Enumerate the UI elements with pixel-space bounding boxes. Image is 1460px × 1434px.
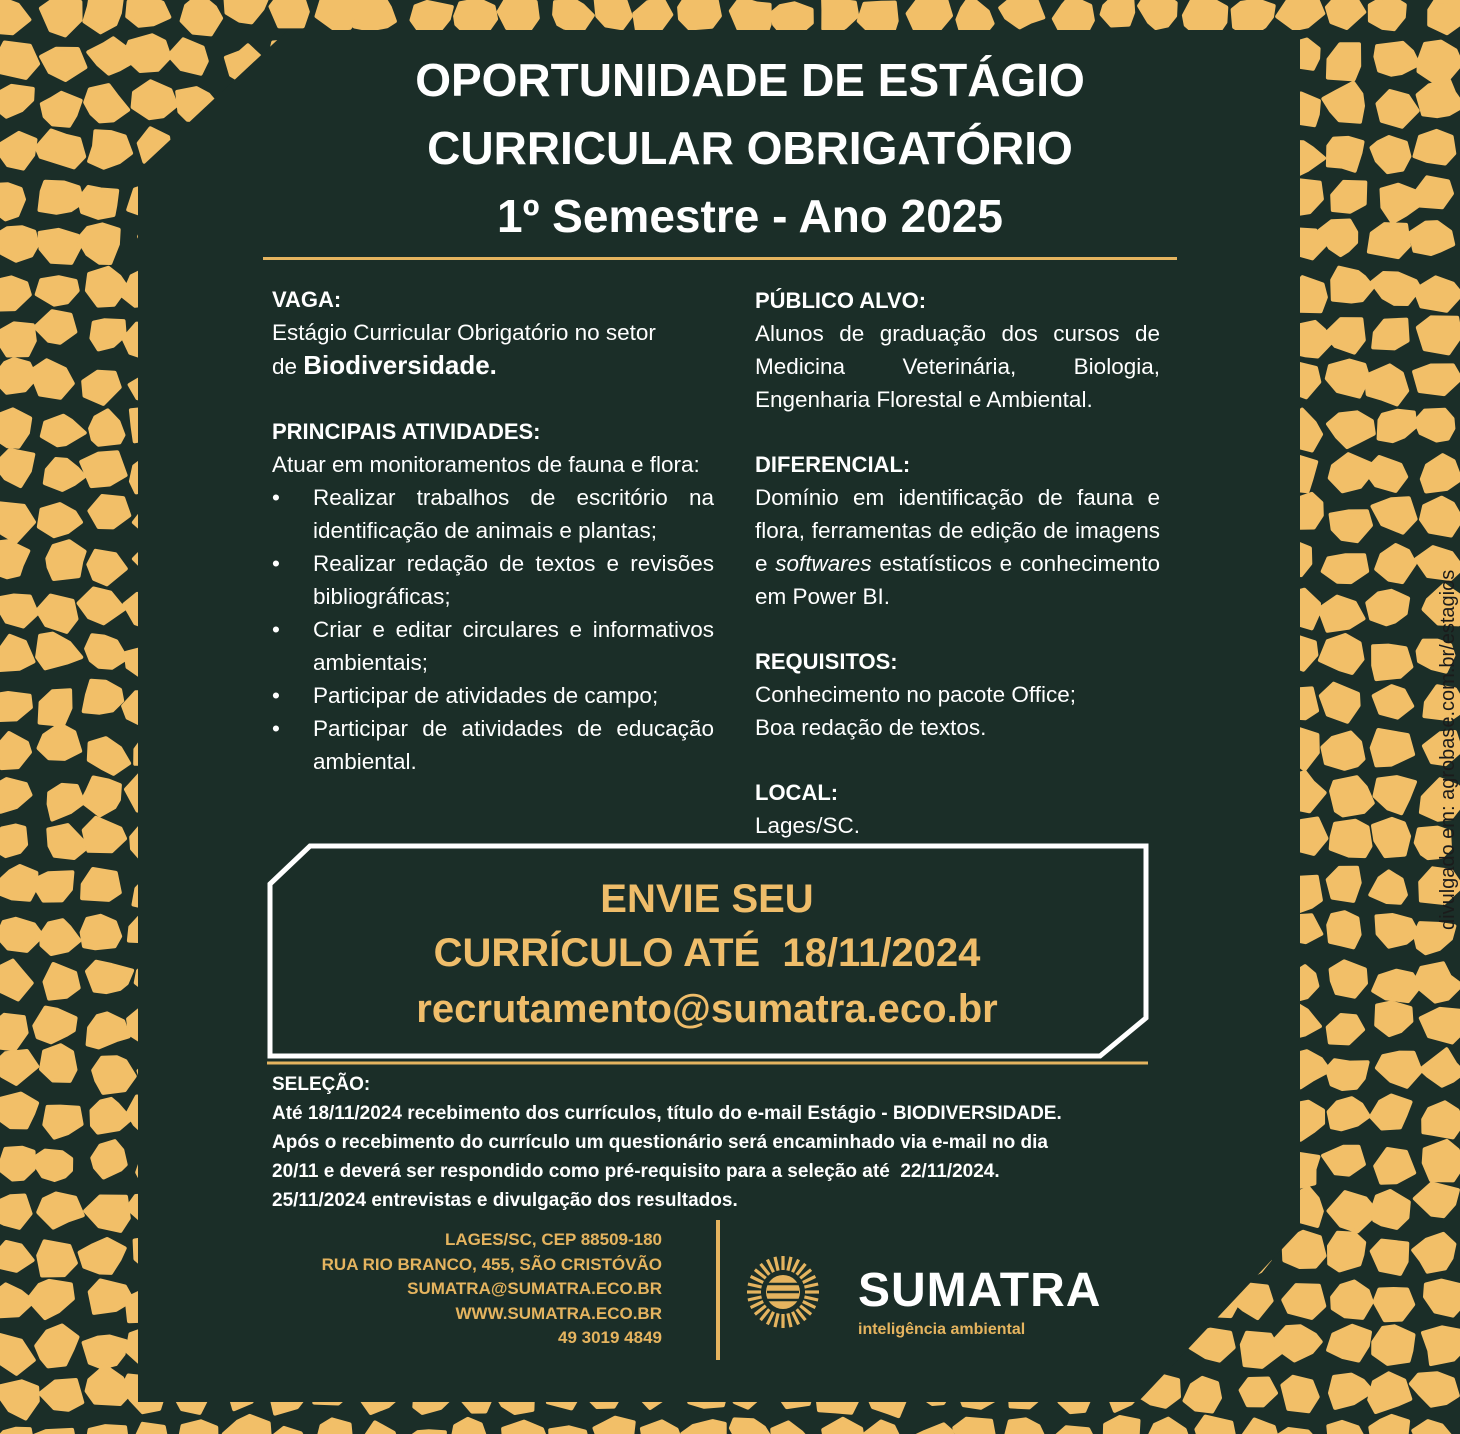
logo-ray bbox=[775, 1313, 778, 1327]
pattern-stone bbox=[595, 1418, 634, 1434]
pattern-stone bbox=[1277, 0, 1323, 29]
pattern-stone bbox=[40, 182, 83, 213]
pattern-stone bbox=[0, 277, 30, 309]
cta-line-1: ENVIE SEU bbox=[600, 877, 814, 921]
pattern-stone bbox=[41, 49, 85, 80]
pattern-stone bbox=[1327, 1060, 1368, 1089]
pattern-stone bbox=[37, 634, 81, 669]
source-watermark: divulgado em: agrobase.com.br/estagios bbox=[1437, 569, 1459, 930]
pattern-stone bbox=[1331, 821, 1371, 856]
pattern-stone bbox=[45, 459, 85, 490]
pattern-stone bbox=[1416, 410, 1454, 441]
pattern-stone bbox=[1328, 912, 1359, 947]
pattern-stone bbox=[89, 131, 131, 168]
pattern-stone bbox=[42, 416, 85, 446]
pattern-stone bbox=[0, 1335, 34, 1374]
pattern-stone bbox=[182, 0, 222, 34]
cta-email-link[interactable]: recrutamento@sumatra.eco.br bbox=[416, 987, 998, 1031]
pattern-stone bbox=[37, 277, 78, 304]
pattern-stone bbox=[908, 0, 951, 34]
contact-street: RUA RIO BRANCO, 455, SÃO CRISTÓVÃO bbox=[321, 1254, 662, 1274]
logo-ray bbox=[767, 1312, 773, 1325]
pattern-stone bbox=[88, 551, 126, 585]
pattern-stone bbox=[1373, 320, 1407, 349]
pattern-stone bbox=[1424, 1141, 1460, 1181]
pattern-stone bbox=[90, 410, 123, 444]
diferencial-heading: DIFERENCIAL: bbox=[755, 452, 911, 477]
pattern-stone bbox=[1378, 91, 1418, 127]
pattern-stone bbox=[1332, 268, 1373, 302]
atividades-heading: PRINCIPAIS ATIVIDADES: bbox=[272, 419, 541, 444]
pattern-stone bbox=[127, 0, 169, 26]
pattern-stone bbox=[1417, 963, 1460, 1001]
pattern-stone bbox=[915, 1424, 955, 1434]
pattern-stone bbox=[31, 360, 73, 398]
list-item: • Participar de atividades de campo; bbox=[272, 679, 714, 712]
pattern-stone bbox=[91, 320, 124, 349]
pattern-stone bbox=[1422, 455, 1460, 491]
pattern-stone bbox=[0, 636, 33, 670]
pattern-stone bbox=[41, 1045, 76, 1081]
publico-text: Alunos de graduação dos cursos de Medicina Veterinária, Biologia, Engenharia Florestal e Ambiental. bbox=[755, 321, 1160, 412]
pattern-stone bbox=[1423, 1327, 1460, 1364]
atividades-list bbox=[272, 481, 714, 778]
pattern-stone bbox=[32, 1151, 71, 1180]
pattern-stone bbox=[85, 1197, 129, 1231]
selecao-heading: SELEÇÃO: bbox=[272, 1074, 371, 1095]
pattern-stone bbox=[1418, 81, 1460, 117]
pattern-stone bbox=[0, 323, 35, 355]
atividades-intro: Atuar em monitoramentos de fauna e flora: bbox=[272, 452, 700, 477]
pattern-stone bbox=[1369, 1373, 1410, 1412]
pattern-stone bbox=[0, 133, 35, 169]
pattern-stone bbox=[86, 1426, 127, 1434]
contact-phone: 49 3019 4849 bbox=[558, 1328, 662, 1347]
pattern-stone bbox=[1331, 961, 1366, 996]
pattern-stone bbox=[1377, 1053, 1421, 1087]
pattern-stone bbox=[84, 818, 125, 852]
pattern-stone bbox=[1325, 319, 1364, 353]
pattern-stone bbox=[1373, 498, 1416, 532]
logo-ray bbox=[803, 1302, 816, 1308]
logo-ray bbox=[788, 1257, 791, 1271]
pattern-stone bbox=[1379, 411, 1416, 441]
pattern-stone bbox=[0, 826, 26, 857]
publico-heading: PÚBLICO ALVO: bbox=[755, 288, 927, 313]
pattern-stone bbox=[642, 1421, 682, 1434]
pattern-stone bbox=[40, 1380, 82, 1410]
logo-ray bbox=[748, 1297, 762, 1300]
pattern-stone bbox=[1410, 222, 1453, 254]
pattern-stone bbox=[0, 1429, 33, 1434]
pattern-stone bbox=[1366, 457, 1407, 491]
pattern-stone bbox=[1376, 545, 1415, 582]
pattern-stone bbox=[135, 1424, 168, 1434]
pattern-stone bbox=[28, 1281, 73, 1318]
pattern-stone bbox=[39, 724, 81, 759]
vaga-highlight: Biodiversidade. bbox=[303, 350, 497, 380]
pattern-stone bbox=[89, 738, 129, 774]
pattern-stone bbox=[82, 869, 120, 900]
pattern-stone bbox=[1375, 43, 1418, 75]
pattern-stone bbox=[36, 131, 84, 168]
logo-ray bbox=[748, 1284, 762, 1287]
pattern-stone bbox=[34, 1008, 75, 1043]
pattern-stone bbox=[1415, 277, 1460, 310]
pattern-stone bbox=[1328, 1015, 1363, 1043]
list-item: • Criar e editar circulares e informativos ambientais; bbox=[272, 613, 714, 679]
pattern-stone bbox=[83, 372, 120, 404]
pattern-stone bbox=[772, 1422, 814, 1434]
pattern-stone bbox=[452, 1419, 487, 1434]
right-column bbox=[755, 284, 1160, 842]
pattern-stone bbox=[32, 872, 73, 900]
pattern-stone bbox=[318, 1419, 351, 1434]
contact-email-link[interactable]: SUMATRA@SUMATRA.ECO.BR bbox=[407, 1279, 662, 1298]
pattern-stone bbox=[862, 1422, 901, 1434]
pattern-stone bbox=[0, 919, 42, 951]
pattern-stone bbox=[86, 635, 126, 668]
pattern-stone bbox=[1373, 971, 1420, 1001]
pattern-stone bbox=[634, 0, 671, 32]
pattern-stone bbox=[87, 268, 127, 306]
pattern-stone bbox=[0, 227, 38, 260]
pattern-stone bbox=[0, 693, 31, 720]
pattern-stone bbox=[1328, 868, 1360, 901]
pattern-stone bbox=[1331, 511, 1371, 541]
pattern-stone bbox=[0, 1094, 37, 1128]
logo-ray bbox=[803, 1276, 816, 1282]
requisitos-line: Boa redação de textos. bbox=[755, 715, 987, 740]
contact-city: LAGES/SC, CEP 88509-180 bbox=[444, 1230, 662, 1249]
pattern-stone bbox=[1102, 0, 1134, 26]
pattern-stone bbox=[1330, 1375, 1372, 1408]
pattern-stone bbox=[89, 496, 129, 527]
logo-ray bbox=[775, 1257, 778, 1271]
pattern-stone bbox=[0, 503, 34, 542]
pattern-stone bbox=[36, 1326, 77, 1367]
local-text: Lages/SC. bbox=[755, 813, 861, 838]
pattern-stone bbox=[79, 589, 124, 624]
pattern-stone bbox=[0, 0, 29, 33]
pattern-stone bbox=[179, 1421, 217, 1434]
pattern-stone bbox=[0, 1242, 33, 1271]
pattern-stone bbox=[550, 1427, 587, 1434]
pattern-stone bbox=[595, 0, 631, 28]
pattern-stone bbox=[1376, 1003, 1411, 1036]
pattern-stone bbox=[1322, 733, 1363, 769]
pattern-stone bbox=[1276, 1326, 1321, 1360]
brand-tagline: inteligência ambiental bbox=[858, 1321, 1026, 1338]
pattern-stone bbox=[267, 1428, 310, 1434]
pattern-stone bbox=[80, 1239, 125, 1273]
pattern-stone bbox=[1418, 317, 1460, 353]
pattern-stone bbox=[1416, 177, 1452, 207]
pattern-stone bbox=[84, 1337, 126, 1368]
pattern-stone bbox=[1329, 1192, 1378, 1231]
pattern-stone bbox=[47, 541, 84, 579]
pattern-stone bbox=[49, 785, 84, 820]
pattern-stone bbox=[363, 1422, 398, 1434]
pattern-stone bbox=[1139, 0, 1176, 28]
requisitos-line: Conhecimento no pacote Office; bbox=[755, 682, 1077, 707]
pattern-stone bbox=[823, 0, 857, 32]
pattern-stone bbox=[1055, 1427, 1097, 1434]
pattern-stone bbox=[1371, 1096, 1411, 1129]
pattern-stone bbox=[1372, 1241, 1408, 1274]
pattern-stone bbox=[79, 187, 117, 218]
pattern-stone bbox=[1366, 365, 1407, 404]
pattern-stone bbox=[1331, 777, 1373, 815]
pattern-stone bbox=[45, 964, 79, 999]
vaga-text: Estágio Curricular Obrigatório no setor bbox=[272, 320, 656, 345]
pattern-stone bbox=[0, 43, 38, 78]
pattern-stone bbox=[1377, 915, 1418, 947]
pattern-stone bbox=[93, 1057, 135, 1093]
pattern-stone bbox=[0, 450, 33, 486]
pattern-stone bbox=[0, 409, 30, 446]
pattern-stone bbox=[1429, 1, 1460, 33]
pattern-stone bbox=[0, 1196, 31, 1228]
list-item: • Realizar trabalhos de escritório na identificação de animais e plantas; bbox=[272, 481, 714, 547]
pattern-stone bbox=[1419, 42, 1460, 81]
left-column: VAGA: Estágio Curricular Obrigatório no setor de Biodiversidade. PRINCIPAIS ATIVIDADES: Atuar em monitoramentos de fauna e flora: • Realizar trabalhos de escritório na identificação de animais e plantas; • Realizar redação de textos e revisões bibliográficas; • Criar e editar circulares e informativos ambientais; • Participar de atividades de campo; • Participar de atividades de educação ambiental. bbox=[272, 283, 714, 778]
contact-block bbox=[300, 1228, 662, 1351]
pattern-stone bbox=[82, 778, 120, 816]
local-heading: LOCAL: bbox=[755, 780, 839, 805]
pattern-stone bbox=[1185, 1378, 1221, 1412]
pattern-stone bbox=[224, 1416, 270, 1434]
pattern-stone bbox=[1283, 1285, 1324, 1318]
selecao-section: SELEÇÃO: Até 18/11/2024 recebimento dos currículos, título do e-mail Estágio - BIODIVERSIDADE. Após o recebimento do currículo um questionário será encaminhado via e-mail no dia 20/11 e deverá ser respondido como pré-requisito para a seleção até 22/11/2024. 25/11/2024 entrevistas e divulgação dos resultados. bbox=[272, 1070, 1172, 1215]
pattern-stone bbox=[84, 0, 122, 32]
pattern-stone bbox=[1372, 137, 1410, 172]
pattern-stone bbox=[954, 1419, 994, 1434]
pattern-stone bbox=[1327, 0, 1364, 28]
pattern-stone bbox=[1375, 1289, 1414, 1320]
pattern-stone bbox=[44, 1107, 81, 1138]
pattern-stone bbox=[1375, 1149, 1414, 1183]
pattern-stone bbox=[1105, 1417, 1139, 1434]
pattern-stone bbox=[1321, 684, 1359, 722]
pattern-stone bbox=[1423, 1102, 1460, 1137]
pattern-stone bbox=[92, 1099, 131, 1133]
pattern-stone bbox=[1329, 1098, 1369, 1129]
pattern-stone bbox=[1323, 1147, 1364, 1175]
diferencial-text: Domínio em identificação de fauna e flora, ferramentas de edição de imagens e softwares estatísticos e conhecimento em Power BI. bbox=[755, 485, 1160, 609]
pattern-stone bbox=[38, 1241, 76, 1275]
pattern-stone bbox=[0, 1051, 37, 1084]
pattern-stone bbox=[1, 1148, 34, 1180]
pattern-stone bbox=[1370, 0, 1405, 29]
pattern-stone bbox=[82, 916, 121, 949]
pattern-stone bbox=[0, 184, 24, 219]
pattern-stone bbox=[1373, 1326, 1413, 1364]
requisitos-heading: REQUISITOS: bbox=[755, 649, 898, 674]
pattern-stone bbox=[1332, 1282, 1372, 1318]
pattern-stone bbox=[0, 779, 31, 812]
footer-divider bbox=[716, 1220, 720, 1360]
pattern-stone bbox=[1328, 412, 1374, 447]
pattern-stone bbox=[0, 596, 37, 627]
pattern-stone bbox=[1329, 1233, 1364, 1271]
pattern-stone bbox=[0, 1381, 38, 1418]
pattern-stone bbox=[42, 93, 81, 126]
logo-ray bbox=[804, 1284, 818, 1287]
pattern-stone bbox=[1415, 131, 1455, 164]
pattern-stone bbox=[731, 1419, 772, 1434]
pattern-stone bbox=[352, 0, 395, 30]
pattern-stone bbox=[1282, 1377, 1317, 1412]
pattern-stone bbox=[0, 1015, 27, 1050]
pattern-stone bbox=[1327, 361, 1369, 397]
pattern-stone bbox=[41, 0, 81, 35]
pattern-stone bbox=[35, 311, 75, 343]
contact-website-link[interactable]: WWW.SUMATRA.ECO.BR bbox=[455, 1303, 662, 1323]
pattern-stone bbox=[679, 0, 720, 29]
logo-ray bbox=[804, 1297, 818, 1300]
pattern-stone bbox=[1372, 273, 1420, 304]
pattern-stone bbox=[85, 85, 128, 121]
pattern-stone bbox=[823, 1419, 863, 1434]
pattern-stone bbox=[1373, 819, 1409, 856]
pattern-stone bbox=[84, 681, 123, 713]
pattern-stone bbox=[499, 0, 538, 34]
pattern-stone bbox=[1005, 1419, 1043, 1434]
pattern-stone bbox=[1415, 1183, 1458, 1216]
pattern-stone bbox=[1413, 1234, 1454, 1272]
logo-ray bbox=[793, 1260, 799, 1273]
pattern-stone bbox=[81, 452, 125, 486]
pattern-stone bbox=[1374, 686, 1413, 718]
pattern-stone bbox=[87, 962, 132, 992]
pattern-stone bbox=[1375, 777, 1416, 813]
pattern-stone bbox=[1421, 498, 1460, 536]
pattern-stone bbox=[225, 0, 267, 22]
list-item: • Realizar redação de textos e revisões bibliográficas; bbox=[272, 547, 714, 613]
pattern-stone bbox=[1328, 1422, 1365, 1434]
pattern-stone bbox=[1370, 871, 1406, 902]
logo-ray bbox=[788, 1313, 791, 1327]
pattern-stone bbox=[0, 86, 33, 117]
pattern-stone bbox=[88, 1013, 129, 1047]
pattern-stone bbox=[1373, 646, 1411, 680]
pattern-stone bbox=[1367, 591, 1408, 625]
pattern-stone bbox=[271, 0, 308, 26]
pattern-stone bbox=[34, 1430, 75, 1434]
pattern-stone bbox=[1372, 1191, 1409, 1228]
pattern-stone bbox=[1413, 1421, 1453, 1434]
pattern-stone bbox=[40, 230, 80, 263]
pattern-stone bbox=[0, 733, 30, 768]
cta-deadline: CURRÍCULO ATÉ 18/11/2024 bbox=[433, 931, 981, 975]
logo-ray bbox=[751, 1302, 764, 1308]
pattern-stone bbox=[859, 3, 897, 34]
title-divider bbox=[263, 257, 1177, 260]
pattern-stone bbox=[1320, 635, 1363, 673]
sun-globe-logo-icon bbox=[746, 1245, 820, 1339]
pattern-stone bbox=[1370, 1416, 1408, 1434]
pattern-stone bbox=[37, 596, 76, 632]
vaga-heading: VAGA: bbox=[272, 287, 342, 312]
pattern-stone bbox=[41, 920, 79, 954]
pattern-stone bbox=[92, 1141, 125, 1177]
pattern-stone bbox=[1421, 1049, 1460, 1085]
pattern-stone bbox=[0, 961, 32, 1000]
pattern-stone bbox=[1196, 1417, 1234, 1434]
logo-ray bbox=[767, 1260, 773, 1273]
pattern-stone bbox=[1421, 1009, 1460, 1043]
page-title: OPORTUNIDADE DE ESTÁGIO CURRICULAR OBRIGATÓRIO 1º Semestre - Ano 2025 bbox=[415, 54, 1085, 242]
pattern-stone bbox=[503, 1422, 547, 1434]
pattern-stone bbox=[1411, 1373, 1458, 1405]
pattern-stone bbox=[1328, 1326, 1370, 1361]
pattern-stone bbox=[40, 690, 71, 725]
list-item: • Participar de atividades de educação ambiental. bbox=[272, 712, 714, 778]
pattern-stone bbox=[1243, 1420, 1279, 1434]
pattern-stone bbox=[39, 504, 81, 536]
pattern-stone bbox=[38, 1194, 83, 1228]
pattern-stone bbox=[1323, 555, 1368, 582]
pattern-stone bbox=[0, 541, 28, 577]
pattern-stone bbox=[554, 2, 593, 32]
pattern-stone bbox=[682, 1421, 724, 1434]
pattern-stone bbox=[1241, 1379, 1276, 1406]
pattern-stone bbox=[1149, 1419, 1190, 1434]
pattern-stone bbox=[1273, 1429, 1320, 1434]
pattern-stone bbox=[1425, 1281, 1460, 1316]
brand-name: SUMATRA bbox=[858, 1264, 1102, 1317]
pattern-stone bbox=[1000, 0, 1043, 27]
pattern-stone bbox=[1319, 597, 1363, 631]
pattern-stone bbox=[1372, 730, 1413, 765]
logo-ray bbox=[793, 1312, 799, 1325]
pattern-stone bbox=[78, 224, 118, 263]
pattern-stone bbox=[1369, 224, 1409, 257]
logo-ray bbox=[751, 1276, 764, 1282]
pattern-stone bbox=[1414, 365, 1460, 394]
